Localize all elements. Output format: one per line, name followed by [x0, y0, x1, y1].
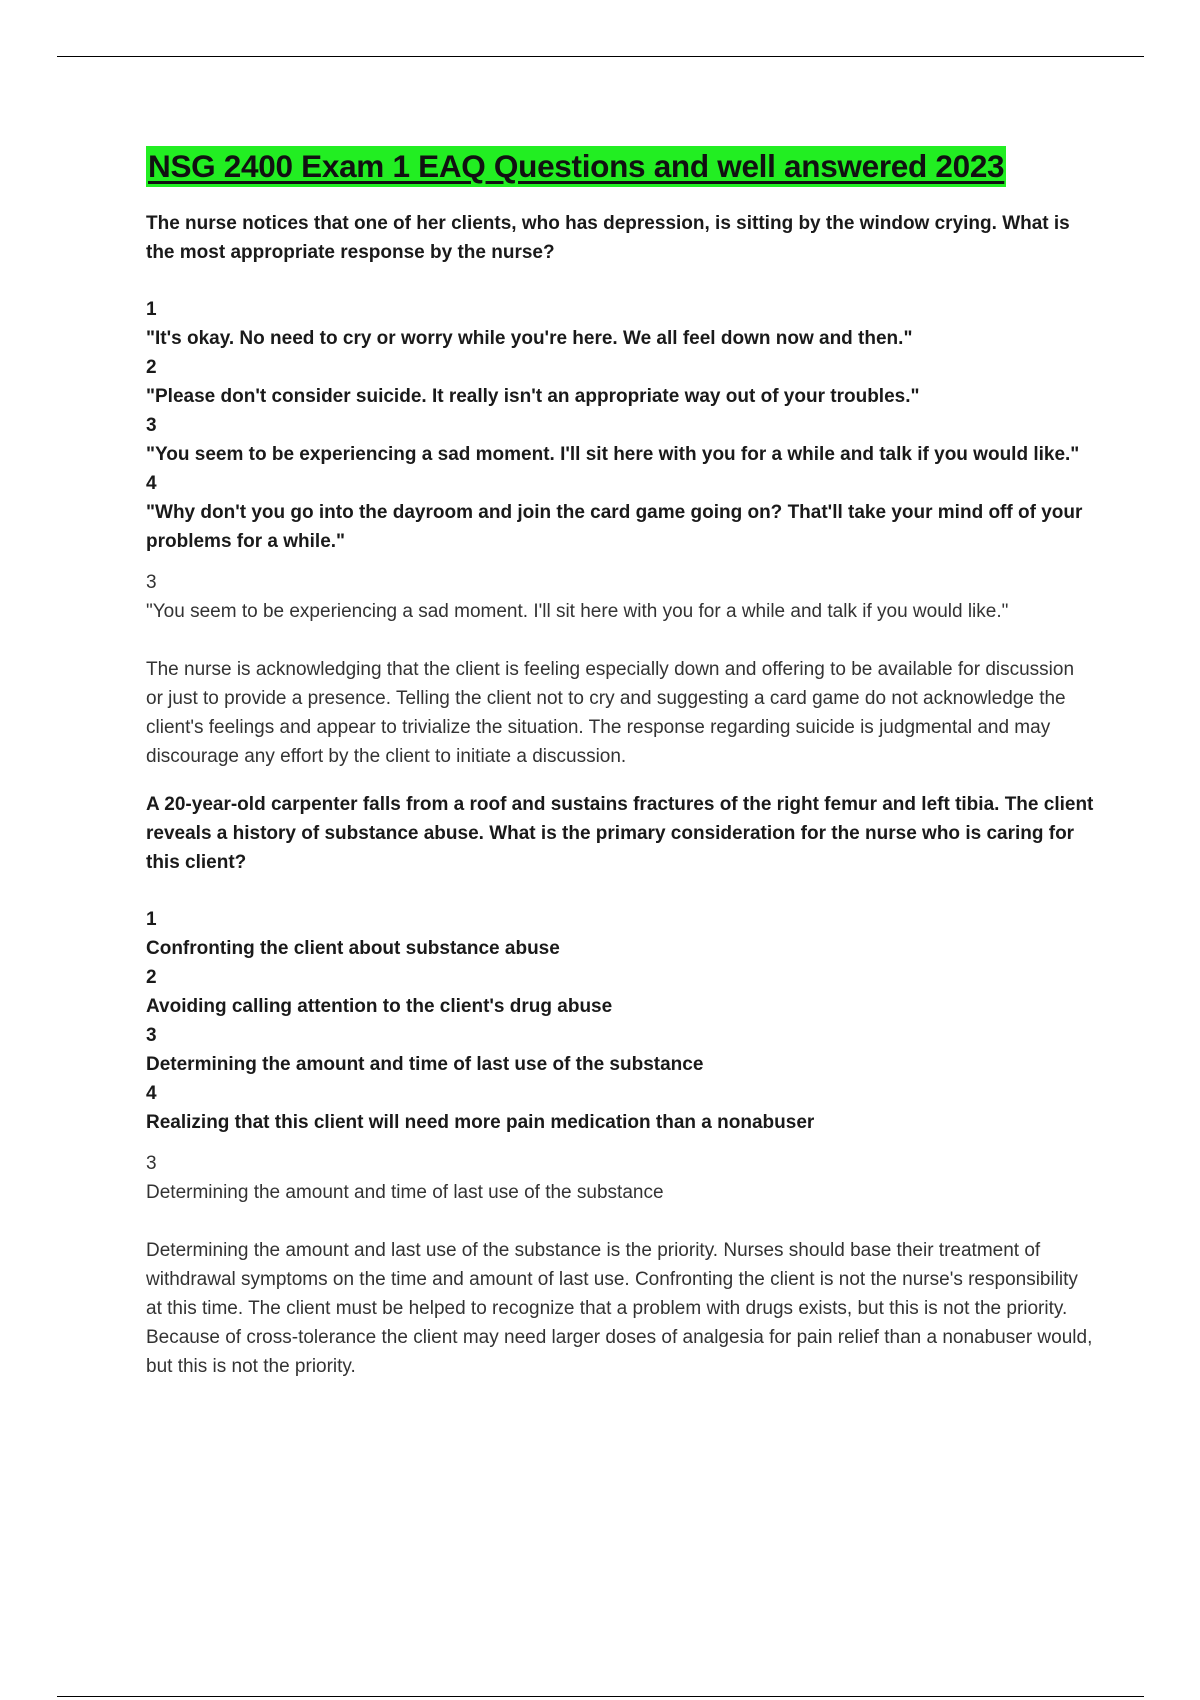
- option-text: Confronting the client about substance abuse: [146, 938, 560, 959]
- option-number: 2: [146, 357, 157, 378]
- option-text: "Why don't you go into the dayroom and join the card game going on? That'll take your mind off of your problems for a while.": [146, 502, 1083, 552]
- question-item: [146, 790, 1096, 1381]
- option-number: 2: [146, 967, 157, 988]
- rationale-text: The nurse is acknowledging that the client is feeling especially down and offering to be available for discussion or just to provide a presence. Telling the client not to cry and suggesting a card game do not acknowledge the client's feelings and appear to trivialize the situation. The response regarding suicide is judgmental and may discourage any effort by the client to initiate a discussion.: [146, 659, 1075, 767]
- option-number: 4: [146, 473, 157, 494]
- header-rule: [57, 56, 1144, 57]
- question-text: The nurse notices that one of her clients, who has depression, is sitting by the window crying. What is the most appropriate response by the nurse?: [146, 213, 1070, 263]
- answer-block: [146, 1149, 1096, 1207]
- option-text: Realizing that this client will need more pain medication than a nonabuser: [146, 1112, 815, 1133]
- option-number: 1: [146, 909, 157, 930]
- question-item: [146, 209, 1096, 771]
- options-list: [146, 905, 1096, 1137]
- option-number: 1: [146, 299, 157, 320]
- answer-number: 3: [146, 572, 157, 593]
- rationale-text: Determining the amount and last use of the substance is the priority. Nurses should base their treatment of withdrawal symptoms on the time and amount of last use. Confronting the client is not the nurse's responsibility at this time. The client must be helped to recognize that a problem with drugs exists, but this is not the priority. Because of cross-tolerance the client may need larger doses of analgesia for pain relief than a nonabuser would, but this is not the priority.: [146, 1240, 1093, 1377]
- answer-block: [146, 568, 1096, 626]
- footer-rule: [57, 1696, 1144, 1697]
- answer-number: 3: [146, 1153, 157, 1174]
- option-text: Determining the amount and time of last use of the substance: [146, 1054, 704, 1075]
- option-text: Avoiding calling attention to the client's drug abuse: [146, 996, 613, 1017]
- document-title: NSG 2400 Exam 1 EAQ Questions and well answered 2023: [146, 146, 1006, 187]
- option-number: 3: [146, 1025, 157, 1046]
- option-text: "Please don't consider suicide. It really isn't an appropriate way out of your troubles.": [146, 386, 920, 407]
- document-body: [146, 146, 1096, 1400]
- option-text: "You seem to be experiencing a sad moment. I'll sit here with you for a while and talk if you would like.": [146, 444, 1080, 465]
- answer-text: Determining the amount and time of last use of the substance: [146, 1182, 664, 1203]
- option-number: 3: [146, 415, 157, 436]
- options-list: [146, 295, 1096, 556]
- option-number: 4: [146, 1083, 157, 1104]
- option-text: "It's okay. No need to cry or worry while you're here. We all feel down now and then.": [146, 328, 913, 349]
- answer-text: "You seem to be experiencing a sad moment. I'll sit here with you for a while and talk if you would like.": [146, 601, 1009, 622]
- question-text: A 20-year-old carpenter falls from a roof and sustains fractures of the right femur and left tibia. The client reveals a history of substance abuse. What is the primary consideration for the nurse who is caring for this client?: [146, 794, 1094, 873]
